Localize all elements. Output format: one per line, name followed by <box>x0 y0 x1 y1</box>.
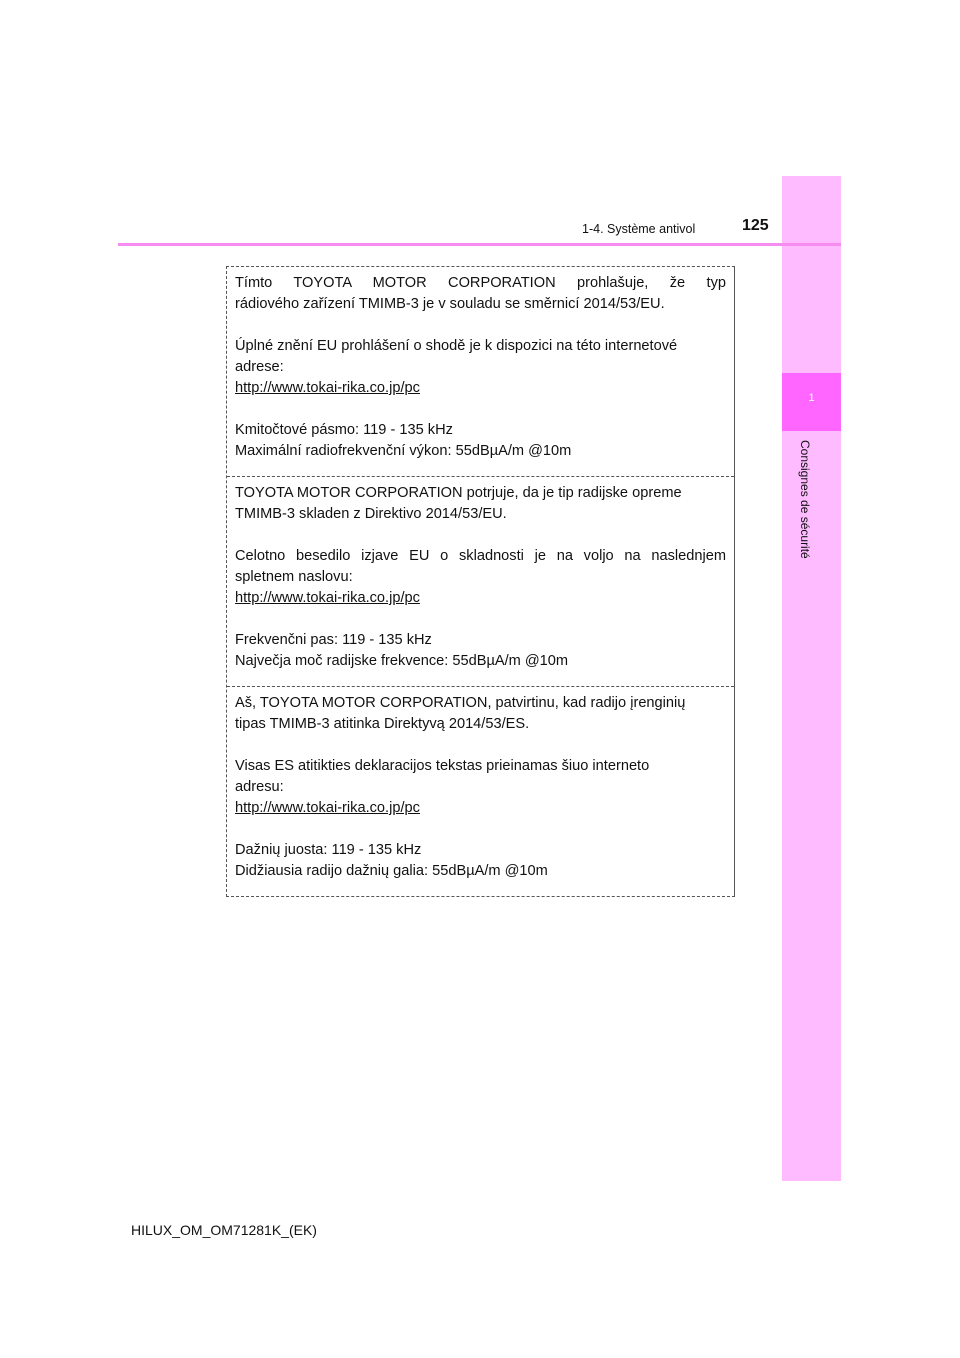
declaration-slovenian <box>227 476 734 686</box>
declaration-lithuanian <box>227 686 734 896</box>
text-line: Frekvenčni pas: 119 - 135 kHz <box>235 632 432 648</box>
header-divider <box>118 243 841 246</box>
text-line: Dažnių juosta: 119 - 135 kHz <box>235 842 422 858</box>
url-link[interactable]: http://www.tokai-rika.co.jp/pc <box>235 380 420 396</box>
chapter-label: Consignes de sécurité <box>798 440 812 559</box>
text-line: adresu: <box>235 779 284 795</box>
text-line: Maximální radiofrekvenční výkon: 55dBµA/m @10m <box>235 443 572 459</box>
text-line: TOYOTA MOTOR CORPORATION potrjuje, da je tip radijske opreme <box>235 485 682 501</box>
text-line: Úplné znění EU prohlášení o shodě je k dispozici na této internetové <box>235 338 678 354</box>
text-line: Celotno besedilo izjave EU o skladnosti je na voljo na naslednjem <box>235 548 726 564</box>
declaration-czech <box>227 267 734 476</box>
text-line: Kmitočtové pásmo: 119 - 135 kHz <box>235 422 453 438</box>
document-code: HILUX_OM_OM71281K_(EK) <box>131 1222 317 1238</box>
section-title: 1-4. Système antivol <box>582 222 696 236</box>
chapter-tab[interactable] <box>782 373 841 431</box>
text-line: tipas TMIMB-3 atitinka Direktyvą 2014/53/ES. <box>235 716 530 732</box>
page-number: 125 <box>742 217 769 234</box>
text-line: Največja moč radijske frekvence: 55dBµA/m @10m <box>235 653 569 669</box>
text-line: Visas ES atitikties deklaracijos tekstas prieinamas šiuo interneto <box>235 758 650 774</box>
text-line: spletnem naslovu: <box>235 569 353 585</box>
text-line: Aš, TOYOTA MOTOR CORPORATION, patvirtinu, kad radijo įrenginių <box>235 695 686 711</box>
text-line: Didžiausia radijo dažnių galia: 55dBµA/m @10m <box>235 863 548 879</box>
declaration-box <box>226 266 735 897</box>
text-line: rádiového zařízení TMIMB-3 je v souladu se směrnicí 2014/53/EU. <box>235 296 665 312</box>
chapter-sidebar <box>782 176 841 1181</box>
text-line: TMIMB-3 skladen z Direktivo 2014/53/EU. <box>235 506 507 522</box>
url-link[interactable]: http://www.tokai-rika.co.jp/pc <box>235 590 420 606</box>
chapter-number: 1 <box>808 392 815 404</box>
url-link[interactable]: http://www.tokai-rika.co.jp/pc <box>235 800 420 816</box>
text-line: Tímto TOYOTA MOTOR CORPORATION prohlašuje, že typ <box>235 275 726 291</box>
text-line: adrese: <box>235 359 284 375</box>
